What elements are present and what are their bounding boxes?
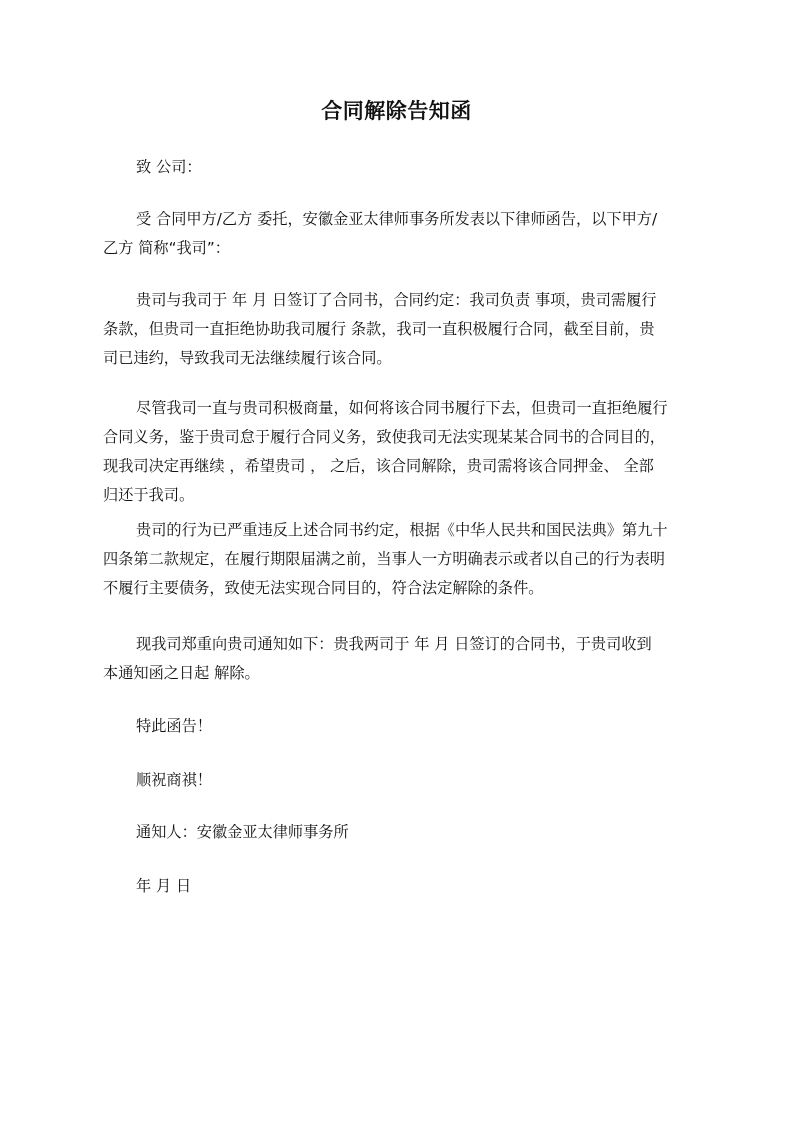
paragraph-entrustment [103, 205, 699, 263]
paragraph-line: 司已违约，导致我司无法继续履行该合同。 [103, 349, 392, 367]
paragraph-contract-facts [103, 286, 699, 373]
paragraph-line: 贵司的行为已严重违反上述合同书约定，根据《中华人民共和国民法典》第九十 [136, 521, 668, 539]
paragraph-negotiation [103, 394, 699, 510]
closing-announcement: 特此函告！ [136, 717, 212, 735]
letter-date: 年 月 日 [136, 877, 192, 895]
paragraph-line: 不履行主要债务，致使无法实现合同目的，符合法定解除的条件。 [103, 579, 544, 597]
paragraph-line: 现我司郑重向贵司通知如下：贵我两司于 年 月 日签订的合同书，于贵司收到 [136, 635, 652, 653]
paragraph-legal-basis [103, 516, 699, 603]
paragraph-line: 本通知函之日起 解除。 [103, 664, 260, 682]
paragraph-line: 条款，但贵司一直拒绝协助我司履行 条款，我司一直积极履行合同，截至目前，贵 [103, 320, 655, 338]
paragraph-line: 四条第二款规定，在履行期限届满之前，当事人一方明确表示或者以自己的行为表明 [103, 550, 665, 568]
paragraph-line: 合同义务，鉴于贵司怠于履行合同义务，致使我司无法实现某某合同书的合同目的， [103, 428, 665, 446]
paragraph-line: 现我司决定再继续 ，希望贵司 ， 之后，该合同解除，贵司需将该合同押金、 全部 [103, 457, 654, 475]
paragraph-line: 尽管我司一直与贵司积极商量，如何将该合同书履行下去，但贵司一直拒绝履行 [136, 399, 668, 417]
page-title: 合同解除告知函 [321, 99, 472, 123]
paragraph-line: 受 合同甲方/乙方 委托，安徽金亚太律师事务所发表以下律师函告，以下甲方/ [136, 210, 658, 228]
notifier-signature: 通知人：安徽金亚太律师事务所 [136, 823, 349, 841]
closing-regards: 顺祝商祺！ [136, 771, 212, 789]
paragraph-notice [103, 630, 699, 688]
salutation: 致 公司： [136, 158, 202, 176]
paragraph-line: 贵司与我司于 年 月 日签订了合同书，合同约定：我司负责 事项，贵司需履行 [136, 291, 657, 309]
paragraph-line: 归还于我司。 [103, 486, 195, 504]
paragraph-line: 乙方 简称“我司”： [103, 239, 230, 257]
